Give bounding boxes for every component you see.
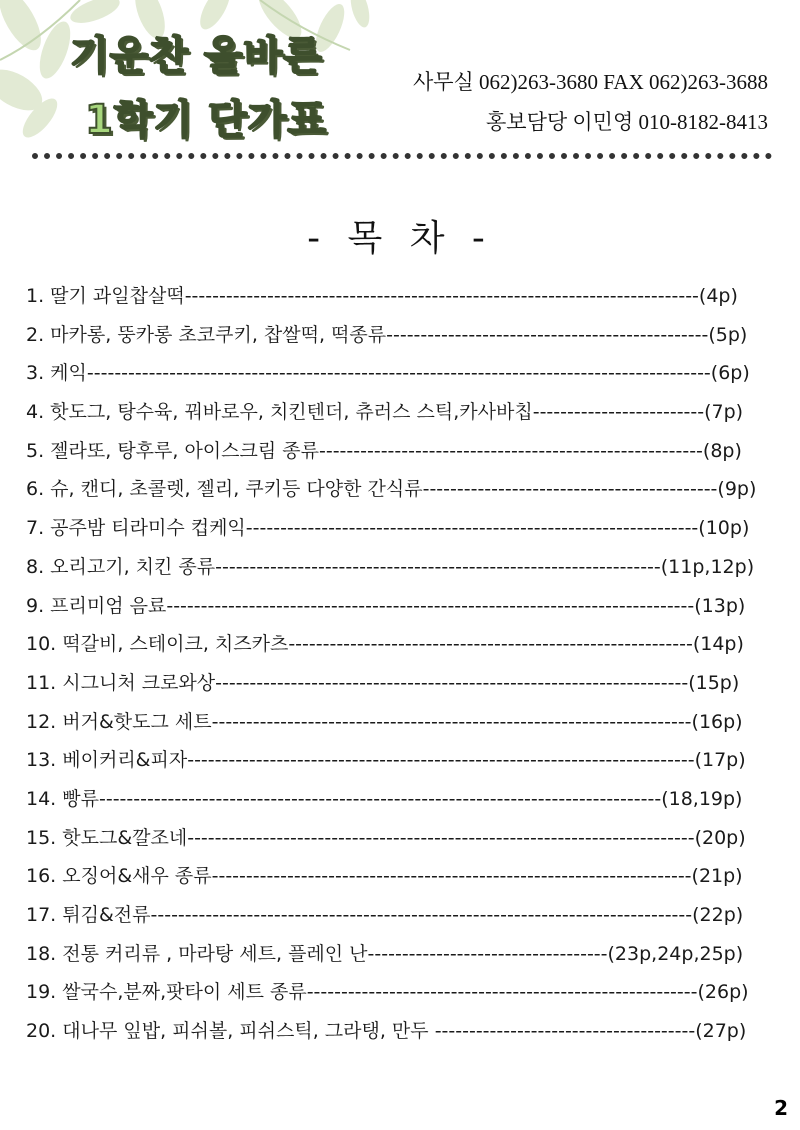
toc-item-page: (17p) [694,749,746,772]
toc-item-title: 프리미엄 음료 [50,594,167,617]
toc-item [26,780,776,819]
toc-item-page: (6p) [710,362,750,385]
toc-item-title: 튀김&전류 [62,904,151,926]
toc-item-title: 빵류 [62,787,99,810]
toc-leader: ---------------------------------------------------------------------- [211,710,692,733]
toc-item [26,625,776,664]
toc-item-page: (13p) [694,594,746,617]
toc-item-page: (22p) [692,904,744,926]
toc-item-page: (16p) [691,710,743,733]
toc-item-title: 핫도그, 탕수육, 꿔바로우, 치킨텐더, 츄러스 스틱,카사바칩 [50,401,533,424]
toc-item [26,470,776,509]
toc-item-number: 8. [26,555,51,578]
toc-item-page: (11p,12p) [660,555,755,578]
toc-item-page: (18,19p) [661,787,743,810]
toc-leader: ----------------------------------------------------------------- [215,555,661,578]
toc-leader: -------------------------------------------------------------------------- [187,826,695,849]
toc-item [26,741,776,780]
toc-leader: ----------------------------------------------------------------------------- [166,594,695,617]
toc-item-title: 전통 커리류 , 마라탕 세트, 플레인 난 [62,942,368,965]
toc-item-number: 6. [26,478,51,501]
toc-item [26,316,776,355]
toc-item-number: 10. [26,633,63,656]
toc-item-number: 11. [26,671,63,694]
toc-item-number: 15. [26,826,63,849]
toc-leader: ------------------------------------------- [422,478,718,501]
office-contact: 사무실 062)263-3680 FAX 062)263-3688 [412,70,768,94]
toc-item-number: 4. [26,401,51,424]
toc-item-page: (10p) [698,517,750,540]
toc-item [26,587,776,626]
toc-item-page: (21p) [691,865,743,888]
toc-item-title: 떡갈비, 스테이크, 치즈카츠 [62,633,289,656]
toc-leader: ---------------------------------------------------------------------------------- [98,787,662,810]
toc-item-title: 핫도그&깔조네 [62,826,188,849]
toc-item-title: 슈, 캔디, 초콜렛, 젤리, 쿠키등 다양한 간식류 [50,478,423,501]
toc-item [26,509,776,548]
document-title-line-1: 기운찬 올바른 [70,33,323,79]
toc-item-page: (27p) [695,1020,747,1043]
toc-leader: -------------------------------------- [434,1020,696,1043]
toc-item-number: 17. [26,904,63,926]
toc-item [26,664,776,703]
toc-item-page: (8p) [702,439,742,462]
page-number: 2 [774,1096,788,1120]
toc-item-title: 베이커리&피자 [62,749,188,772]
toc-item-title: 쌀국수,분짜,팟타이 세트 종류 [62,981,307,1004]
toc-leader: --------------------------------------------------------------------- [215,671,689,694]
toc-item-number: 14. [26,787,63,810]
toc-item [26,703,776,742]
toc-leader: ---------------------------------------------------------------------- [211,865,692,888]
dotted-divider [32,153,772,159]
toc-leader: --------------------------------------------------------------------------- [184,285,699,307]
toc-item-number: 7. [26,517,51,540]
toc-item [26,548,776,587]
toc-leader: ------------------------------------------------------------------ [245,517,699,540]
table-of-contents [26,277,776,1051]
toc-item [26,393,776,432]
toc-item-title: 대나무 잎밥, 피쉬볼, 피쉬스틱, 그라탱, 만두 [62,1020,435,1043]
toc-leader: ------------------------------------------------------------------------------- [150,904,693,926]
toc-item-title: 오리고기, 치킨 종류 [50,555,216,578]
toc-item-page: (15p) [688,671,740,694]
toc-leader: --------------------------------------------------------- [306,981,698,1004]
toc-item-number: 2. [26,323,51,346]
toc-leader: ----------------------------------- [367,942,608,965]
toc-item [26,277,776,316]
toc-item-title: 오징어&새우 종류 [62,865,212,888]
toc-item-page: (23p,24p,25p) [607,942,744,965]
toc-item-title: 버거&핫도그 세트 [62,710,212,733]
pr-contact: 홍보담당 이민영 010-8182-8413 [486,110,768,134]
toc-item-title: 젤라또, 탕후루, 아이스크림 종류 [50,439,319,462]
toc-item-page: (4p) [698,285,738,307]
toc-item-page: (14p) [692,633,744,656]
toc-item-number: 13. [26,749,63,772]
toc-leader: ----------------------------------------------------------- [288,633,693,656]
toc-item-number: 12. [26,710,63,733]
toc-item-title: 딸기 과일찹살떡 [50,285,185,307]
toc-item-number: 20. [26,1020,63,1043]
toc-item [26,857,776,896]
toc-leader: ------------------------------------------------------------------------------------------- [86,362,711,385]
toc-item [26,896,776,935]
toc-item-title: 공주밤 티라미수 컵케익 [50,517,246,540]
toc-item [26,1012,776,1051]
toc-item-page: (26p) [697,981,749,1004]
toc-item-title: 마카롱, 뚱카롱 초코쿠키, 찹쌀떡, 떡종류 [50,323,387,346]
toc-item [26,819,776,858]
toc-leader: ----------------------------------------------- [386,323,709,346]
toc-item-number: 19. [26,981,63,1004]
toc-item [26,354,776,393]
toc-item-number: 16. [26,865,63,888]
toc-item [26,432,776,471]
document-title-line-2: 1학기 단가표 [85,97,327,143]
toc-item-page: (9p) [717,478,757,501]
toc-item-number: 5. [26,439,51,462]
toc-item-number: 18. [26,942,63,965]
toc-item-title: 시그니처 크로와상 [62,671,216,694]
toc-item-page: (7p) [704,401,744,424]
toc-item-number: 9. [26,594,51,617]
toc-item-number: 3. [26,362,51,385]
toc-heading: - 목 차 - [307,218,493,259]
toc-item-page: (5p) [708,323,748,346]
toc-item [26,973,776,1012]
toc-leader: -------------------------------------------------------- [318,439,703,462]
toc-leader: ------------------------- [532,401,705,424]
toc-item-page: (20p) [694,826,746,849]
toc-leader: -------------------------------------------------------------------------- [187,749,695,772]
toc-item-title: 케익 [50,362,87,385]
toc-item-number: 1. [26,285,51,307]
toc-item [26,935,776,974]
